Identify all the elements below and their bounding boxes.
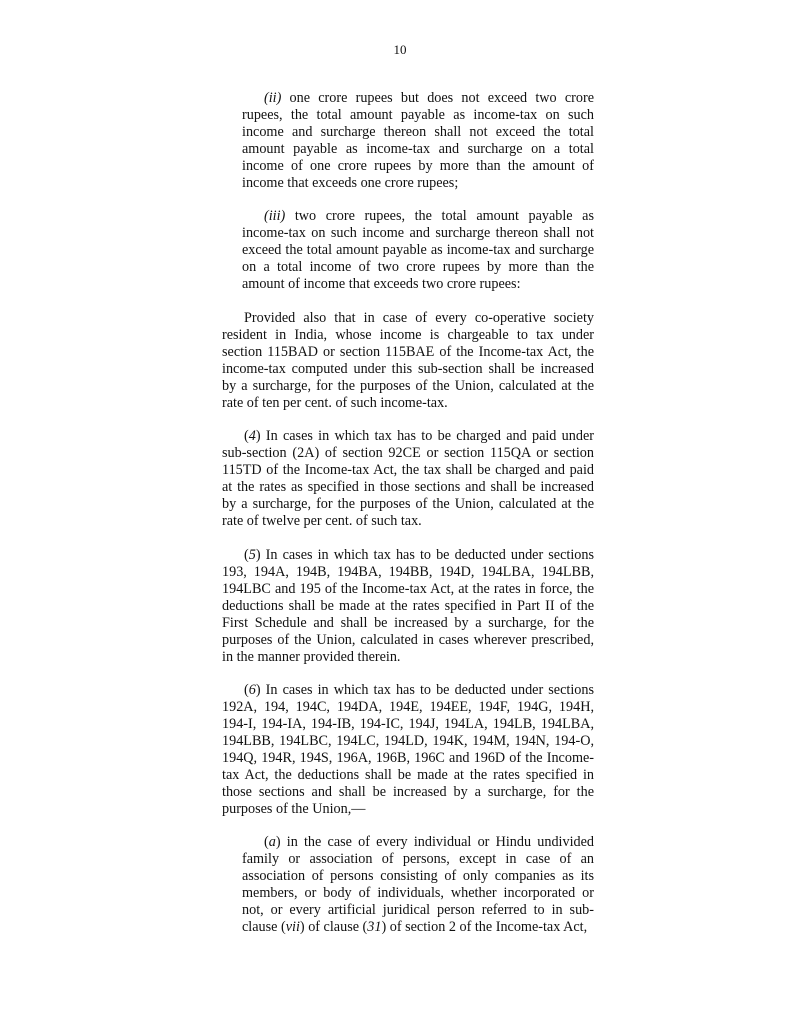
- sub-section-6-close: ): [255, 682, 261, 698]
- clause-a-letter: a: [268, 834, 276, 850]
- sub-section-4-paragraph: [222, 428, 594, 530]
- clause-ii-marker: (ii): [264, 90, 282, 106]
- sub-section-6-number: 6: [248, 682, 256, 698]
- sub-section-5-close: ): [255, 547, 261, 563]
- clause-iii-text: two crore rupees, the total amount payable as income-tax on such income and surcharge thereon shall not exceed the total amount payable as income-tax and surcharge on a total income of two crore rupees by more than the amount of income that exceeds two crore rupees:: [242, 208, 594, 292]
- clause-ii-text: one crore rupees but does not exceed two crore rupees, the total amount payable as income-tax on such income and surcharge thereon shall not exceed the total amount payable as income-tax and surcharge on a total income of one crore rupees by more than the amount of income that exceeds one crore rupees;: [242, 90, 594, 191]
- clause-a-open: (: [264, 834, 269, 850]
- clause-a-text-3: ) of section 2 of the Income-tax Act,: [381, 919, 588, 935]
- sub-section-5-text: In cases in which tax has to be deducted under sections 193, 194A, 194B, 194BA, 194BB, 194D, 194LBA, 194LBB, 194LBC and 195 of the Income-tax Act, at the rates in force, the deductions shall be made at the rates specified in Part II of the First Schedule and shall be increased by a surcharge, for the purposes of the Union, calculated in cases wherever prescribed, in the manner provided therein.: [222, 547, 594, 665]
- sub-section-5-number: 5: [248, 547, 256, 563]
- clause-iii-paragraph: [242, 208, 594, 293]
- clause-ii-paragraph: [242, 90, 594, 192]
- clause-a-paragraph: [242, 834, 594, 936]
- sub-section-4-close: ): [255, 428, 261, 444]
- sub-section-6-paragraph: [222, 682, 594, 818]
- sub-section-6-text: In cases in which tax has to be deducted under sections 192A, 194, 194C, 194DA, 194E, 194EE, 194F, 194G, 194H, 194-I, 194-IA, 194-IB, 194-IC, 194J, 194LA, 194LB, 194LBA, 194LBB, 194LBC, 194LC, 194LD, 194K, 194M, 194N, 194-O, 194Q, 194R, 194S, 196A, 196B, 196C and 196D of the Income-tax Act, the deductions shall be made at the rates specified in those sections and shall be increased by a surcharge, for the purposes of the Union,—: [222, 682, 594, 817]
- clause-a-text-2: ) of clause (: [299, 919, 368, 935]
- sub-section-5-open: (: [244, 547, 249, 563]
- sub-section-4-open: (: [244, 428, 249, 444]
- clause-iii-marker: (iii): [264, 208, 286, 224]
- sub-section-5-paragraph: [222, 547, 594, 666]
- sub-section-4-text: In cases in which tax has to be charged and paid under sub-section (2A) of section 92CE or section 115QA or section 115TD of the Income-tax Act, the tax shall be charged and paid at the rates as specified in those sections and shall be increased by a surcharge, for the purposes of the Union, calculated at the rate of twelve per cent. of such tax.: [222, 428, 594, 529]
- proviso-text: Provided also that in case of every co-operative society resident in India, whose income is chargeable to tax under section 115BAD or section 115BAE of the Income-tax Act, the income-tax computed under this sub-section shall be increased by a surcharge, for the purposes of the Union, calculated at the rate of ten per cent. of such income-tax.: [222, 310, 594, 411]
- proviso-paragraph: [222, 310, 594, 412]
- clause-a-clause-ref: 31: [367, 919, 382, 935]
- page-number: 10: [393, 42, 407, 57]
- sub-section-4-number: 4: [248, 428, 256, 444]
- clause-a-subclause-ref: vii: [285, 919, 300, 935]
- clause-a-text-1: in the case of every individual or Hindu undivided family or association of persons, except in case of an association of persons consisting of only companies as its members, or body of individuals, whether incorporated or not, or every artificial juridical person referred to in sub-clause (: [242, 834, 594, 935]
- sub-section-6-open: (: [244, 682, 249, 698]
- clause-a-close: ): [275, 834, 281, 850]
